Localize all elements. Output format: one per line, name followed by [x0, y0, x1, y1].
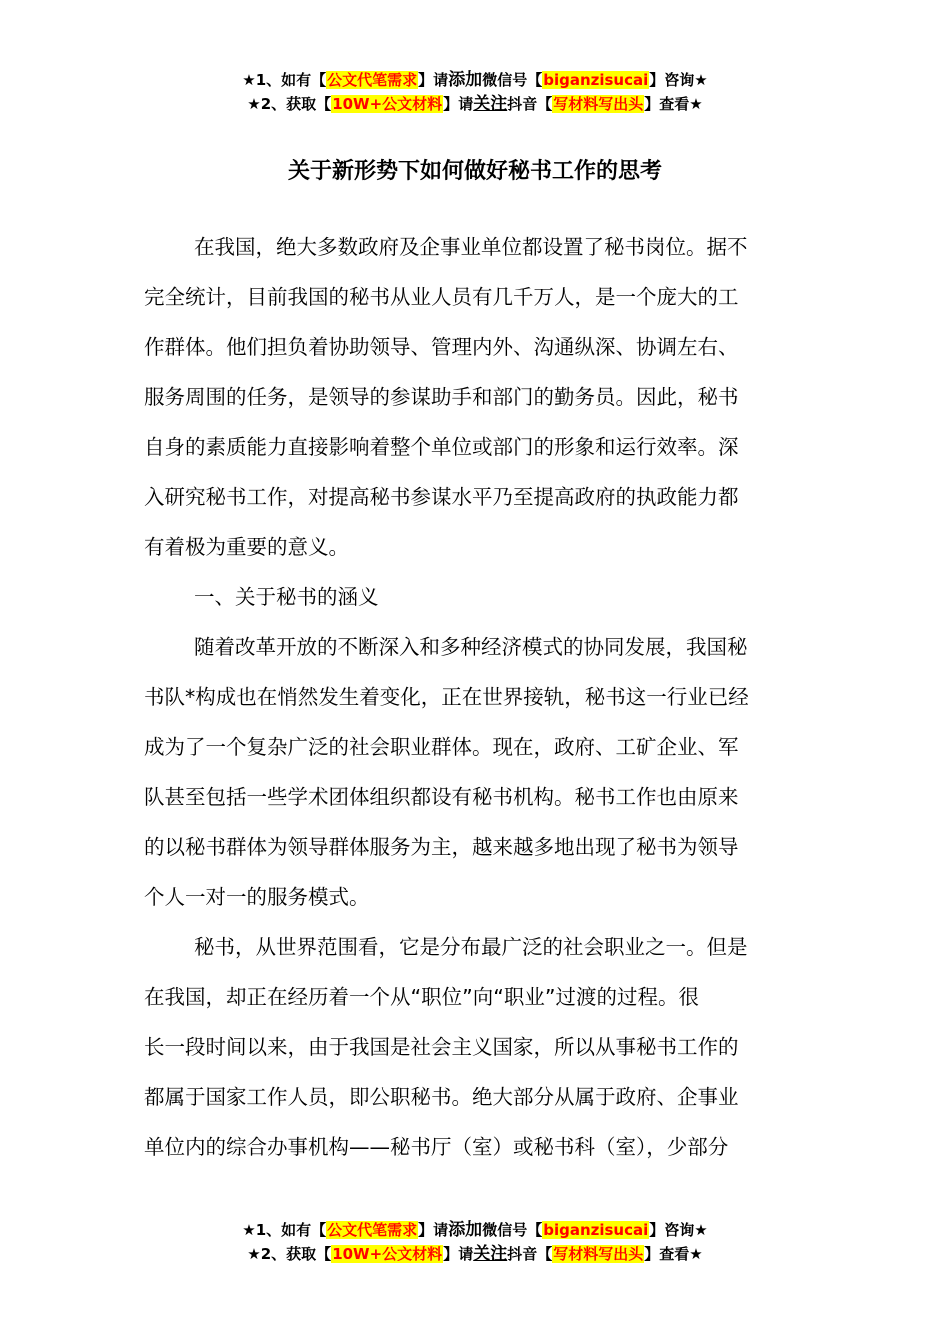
banner-line-1-suffix: 】咨询★	[649, 1221, 708, 1239]
footer-banner	[0, 1218, 950, 1266]
banner-line-1	[0, 1218, 950, 1242]
banner-highlight-douyin: 写材料写出头	[553, 1245, 644, 1263]
body-line: 队甚至包括一些学术团体组织都设有秘书机构。秘书工作也由原来	[144, 785, 739, 809]
body-line: 在我国，绝大多数政府及企事业单位都设置了秘书岗位。据不	[194, 235, 748, 259]
banner-highlight-service: 公文代笔需求	[327, 71, 418, 89]
section-heading: 一、关于秘书的涵义	[194, 585, 379, 609]
banner-line-2	[0, 92, 950, 116]
banner-line-2-mid: 】请	[443, 95, 474, 113]
banner-line-2-suffix: 】查看★	[644, 1245, 703, 1263]
document-body	[144, 222, 806, 1172]
body-line: 自身的素质能力直接影响着整个单位或部门的形象和运行效率。深	[144, 435, 739, 459]
banner-line-1-mid2: 微信号【	[482, 71, 543, 89]
body-line: 作群体。他们担负着协助领导、管理内外、沟通纵深、协调左右、	[144, 335, 739, 359]
banner-line-1-prefix: ★1、如有【	[242, 71, 327, 89]
banner-line-2-mid2: 抖音【	[507, 95, 553, 113]
body-line: 随着改革开放的不断深入和多种经济模式的协同发展，我国秘	[194, 635, 748, 659]
body-line: 完全统计，目前我国的秘书从业人员有几千万人，是一个庞大的工	[144, 285, 739, 309]
body-line: 个人一对一的服务模式。	[144, 885, 370, 909]
body-line: 服务周围的任务，是领导的参谋助手和部门的勤务员。因此，秘书	[144, 385, 739, 409]
header-banner	[0, 68, 950, 116]
banner-highlight-wechat-id: biganzisucai	[543, 1221, 649, 1239]
banner-line-1-suffix: 】咨询★	[649, 71, 708, 89]
banner-emphasis-add: 添加	[448, 1220, 483, 1240]
banner-line-1	[0, 68, 950, 92]
banner-highlight-materials: 10W+公文材料	[332, 95, 443, 113]
banner-highlight-service: 公文代笔需求	[327, 1221, 418, 1239]
banner-line-2-prefix: ★2、获取【	[247, 95, 332, 113]
banner-highlight-materials: 10W+公文材料	[332, 1245, 443, 1263]
banner-line-2-mid: 】请	[443, 1245, 474, 1263]
body-line: 长一段时间以来，由于我国是社会主义国家，所以从事秘书工作的	[144, 1035, 739, 1059]
body-line: 单位内的综合办事机构——秘书厅（室）或秘书科（室），少部分	[144, 1135, 729, 1159]
banner-line-1-mid: 】请	[418, 71, 449, 89]
banner-line-2-prefix: ★2、获取【	[247, 1245, 332, 1263]
banner-line-1-mid: 】请	[418, 1221, 449, 1239]
banner-line-2-suffix: 】查看★	[644, 95, 703, 113]
banner-highlight-wechat-id: biganzisucai	[543, 71, 649, 89]
body-line: 的以秘书群体为领导群体服务为主，越来越多地出现了秘书为领导	[144, 835, 739, 859]
banner-line-1-mid2: 微信号【	[482, 1221, 543, 1239]
banner-line-2	[0, 1242, 950, 1266]
banner-emphasis-follow: 关注	[473, 1244, 508, 1264]
body-line: 都属于国家工作人员，即公职秘书。绝大部分从属于政府、企事业	[144, 1085, 739, 1109]
banner-line-1-prefix: ★1、如有【	[242, 1221, 327, 1239]
body-line: 书队*构成也在悄然发生着变化，正在世界接轨，秘书这一行业已经	[144, 685, 749, 709]
banner-emphasis-follow: 关注	[473, 94, 508, 114]
banner-highlight-douyin: 写材料写出头	[553, 95, 644, 113]
banner-emphasis-add: 添加	[448, 70, 483, 90]
document-title: 关于新形势下如何做好秘书工作的思考	[287, 159, 662, 184]
banner-line-2-mid2: 抖音【	[507, 1245, 553, 1263]
body-line: 秘书，从世界范围看，它是分布最广泛的社会职业之一。但是	[194, 935, 748, 959]
body-line: 在我国，却正在经历着一个从“职位”向“职业”过渡的过程。很	[144, 985, 699, 1009]
body-line: 有着极为重要的意义。	[144, 535, 349, 559]
body-line: 成为了一个复杂广泛的社会职业群体。现在，政府、工矿企业、军	[144, 735, 739, 759]
body-line: 入研究秘书工作，对提高秘书参谋水平乃至提高政府的执政能力都	[144, 485, 739, 509]
